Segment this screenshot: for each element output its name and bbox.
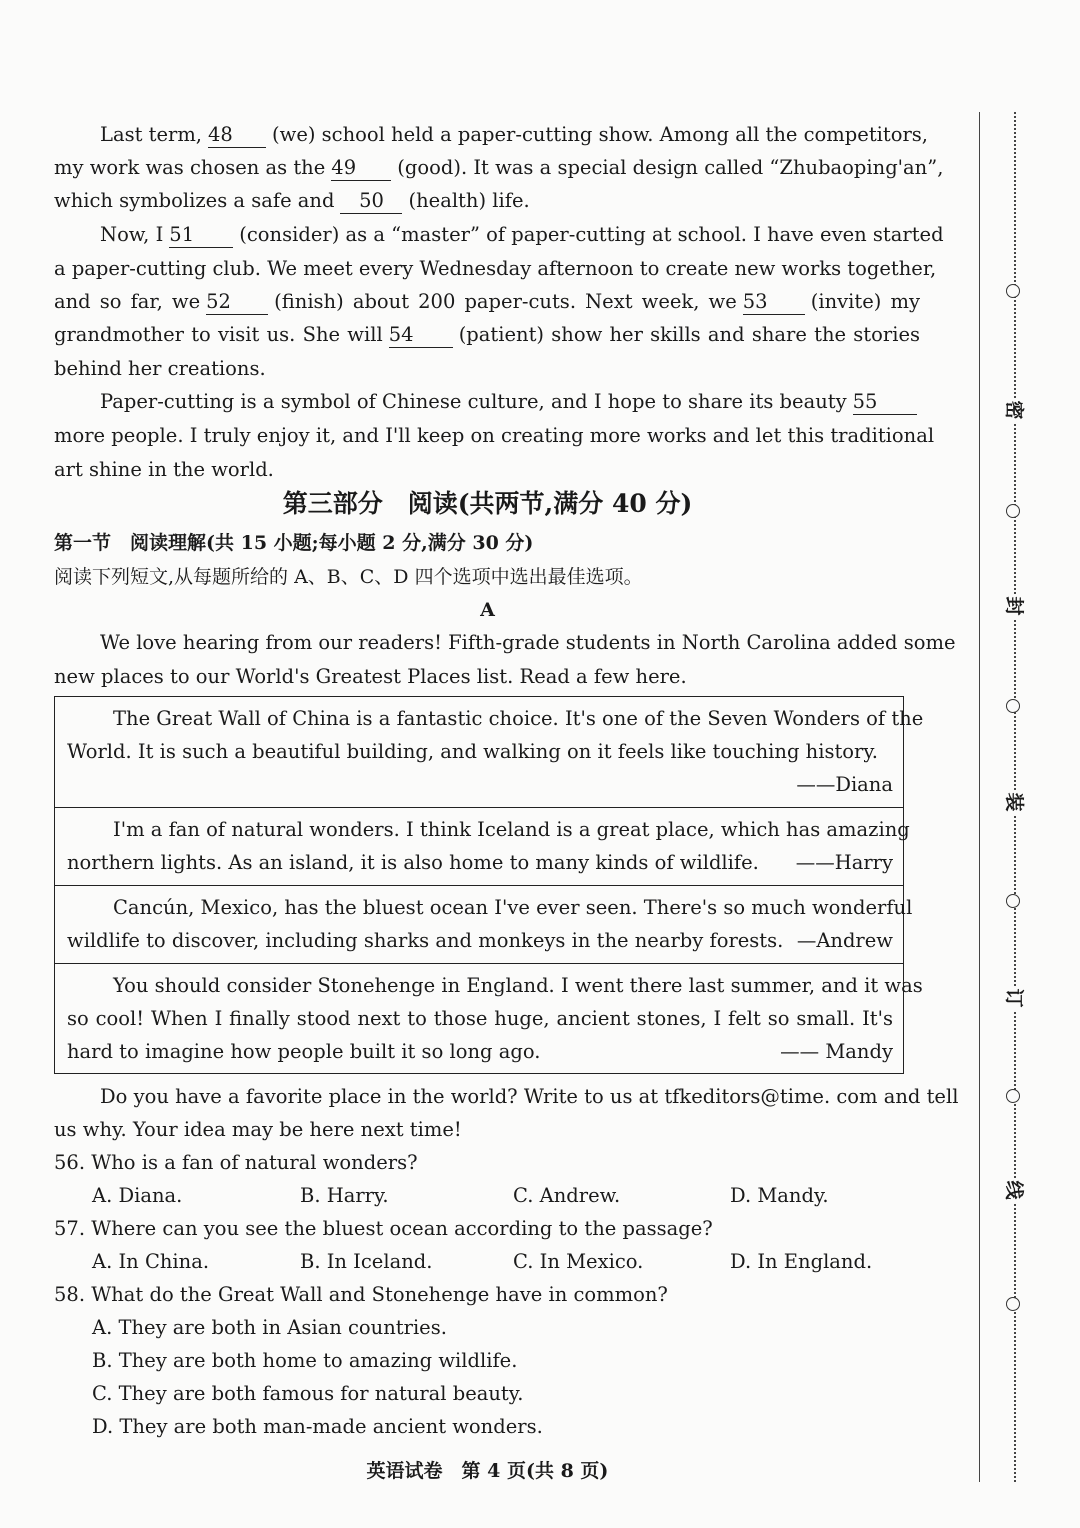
binding-char: 装 [1000,790,1028,814]
option-c[interactable]: C. They are both famous for natural beauty. [92,1382,524,1405]
binding-solid-line [979,112,980,1482]
binding-hole-icon [1006,284,1020,298]
cloze-line: behind her creations. [54,357,266,380]
entry-line: You should consider Stonehenge in England. I went there last summer, and it was [113,974,923,997]
binding-hole-icon [1006,894,1020,908]
passage-outro-line: us why. Your idea may be here next time! [54,1118,462,1141]
text: Now, I [100,223,164,246]
cloze-line: art shine in the world. [54,458,274,481]
question-stem: 58. What do the Great Wall and Stonehenge have in common? [54,1283,668,1306]
cloze-line [54,184,920,217]
binding-char: 线 [1000,1178,1028,1202]
cloze-line [54,218,944,251]
question-stem: 56. Who is a fan of natural wonders? [54,1151,418,1174]
entries-table [54,696,924,1074]
option-b[interactable]: B. In Iceland. [300,1250,433,1273]
cloze-line: more people. I truly enjoy it, and I'll keep on creating more works and let this traditional [54,424,935,447]
entry-line: The Great Wall of China is a fantastic choice. It's one of the Seven Wonders of the [113,707,924,730]
entry-cell-andrew [55,885,913,963]
text: (we) school held a paper-cutting show. Among all the competitors, [272,123,928,146]
cloze-line: a paper-cutting club. We meet every Wednesday afternoon to create new works together, [54,257,937,280]
section-title: 第三部分 阅读(共两节,满分 40 分) [282,489,693,518]
option-d[interactable]: D. In England. [730,1250,873,1273]
blank-55: 55 [853,390,917,415]
cloze-line [54,285,920,318]
text: grandmother to visit us. She will [54,323,383,346]
text: (invite) my [810,290,920,313]
cloze-line [54,385,920,418]
binding-char: 封 [1000,594,1028,618]
entry-cell-harry [55,807,910,885]
entry-cell-diana [55,697,924,807]
text: (good). It was a special design called “Zhubaoping'an”, [397,156,944,179]
question-stem: 57. Where can you see the bluest ocean according to the passage? [54,1217,713,1240]
entry-line: so cool! When I finally stood next to those huge, ancient stones, I felt so small. It's [67,1007,893,1030]
binding-hole-icon [1006,1297,1020,1311]
entry-cell-mandy [55,963,923,1073]
binding-char: 密 [1000,398,1028,422]
blank-52: 52 [206,290,268,315]
entry-line: wildlife to discover, including sharks and monkeys in the nearby forests. [67,929,784,952]
text: and so far, we [54,290,201,313]
text: Last term, [100,123,203,146]
blank-53: 53 [743,290,805,315]
blank-49: 49 [331,156,391,181]
instruction: 阅读下列短文,从每题所给的 A、B、C、D 四个选项中选出最佳选项。 [54,566,643,588]
entry-author: ——Harry [795,851,893,874]
passage-letter: A [480,599,495,621]
subsection-title: 第一节 阅读理解(共 15 小题;每小题 2 分,满分 30 分) [54,532,534,554]
binding-char: 订 [1000,986,1028,1010]
cloze-line [54,118,928,151]
option-a[interactable]: A. They are both in Asian countries. [92,1316,447,1339]
blank-51: 51 [169,223,233,248]
blank-48: 48 [208,123,266,148]
option-b[interactable]: B. They are both home to amazing wildlife. [92,1349,518,1372]
text: (finish) about 200 paper-cuts. Next week, we [274,290,737,313]
entry-line: hard to imagine how people built it so long ago. [67,1040,541,1063]
text: my work was chosen as the [54,156,326,179]
entry-line: I'm a fan of natural wonders. I think Iceland is a great place, which has amazing [113,818,910,841]
option-c[interactable]: C. In Mexico. [513,1250,644,1273]
text: which symbolizes a safe and [54,189,335,212]
option-d[interactable]: D. They are both man-made ancient wonders. [92,1415,543,1438]
binding-hole-icon [1006,504,1020,518]
entry-author: ——Diana [796,773,893,796]
option-d[interactable]: D. Mandy. [730,1184,829,1207]
entry-line: northern lights. As an island, it is also home to many kinds of wildlife. [67,851,759,874]
passage-intro-line: We love hearing from our readers! Fifth-grade students in North Carolina added some [100,631,956,654]
option-a[interactable]: A. Diana. [92,1184,183,1207]
blank-54: 54 [389,323,453,348]
text: (consider) as a “master” of paper-cutting at school. I have even started [239,223,944,246]
binding-hole-icon [1006,699,1020,713]
passage-outro-line: Do you have a favorite place in the world? Write to us at tfkeditors@time. com and tell [100,1085,959,1108]
entry-line: World. It is such a beautiful building, and walking on it feels like touching history. [67,740,878,763]
option-a[interactable]: A. In China. [92,1250,210,1273]
text: Paper-cutting is a symbol of Chinese culture, and I hope to share its beauty [100,390,847,413]
text: (patient) show her skills and share the stories [458,323,920,346]
page-footer: 英语试卷 第 4 页(共 8 页) [366,1460,609,1482]
cloze-line [54,318,920,351]
text: (health) life. [408,189,530,212]
passage-intro-line: new places to our World's Greatest Places list. Read a few here. [54,665,687,688]
cloze-line [54,151,944,184]
entry-author: —— Mandy [780,1040,893,1063]
entry-line: Cancún, Mexico, has the bluest ocean I've ever seen. There's so much wonderful [113,896,913,919]
binding-hole-icon [1006,1089,1020,1103]
option-b[interactable]: B. Harry. [300,1184,389,1207]
entry-author: —Andrew [796,929,893,952]
option-c[interactable]: C. Andrew. [513,1184,621,1207]
blank-50: 50 [340,189,402,214]
